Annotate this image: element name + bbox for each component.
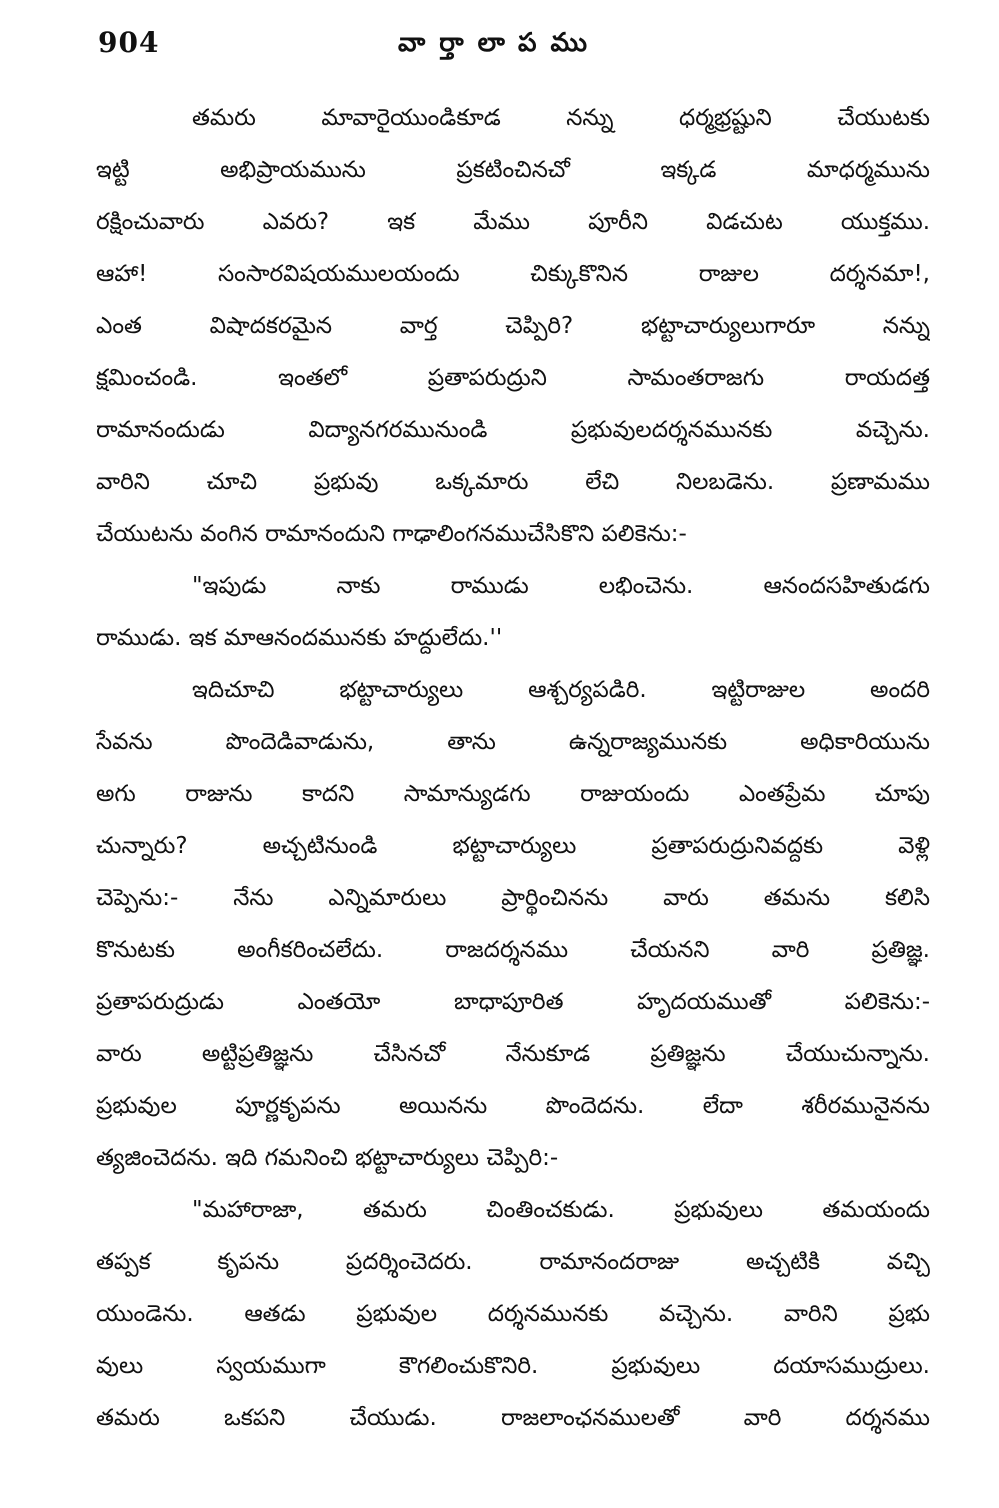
text-line: ఇట్టి అభిప్రాయమును ప్రకటించినచో ఇక్కడ మాధర్మమును	[96, 157, 930, 183]
text-line: చెప్పెను:- నేను ఎన్నిమారులు ప్రార్థించినను వారు తమను కలిసి	[96, 885, 930, 911]
text-line: వారు అట్టిప్రతిజ్ఞను చేసినచో నేనుకూడ ప్రతిజ్ఞను చేయుచున్నాను.	[96, 1041, 930, 1067]
text-line: వులు స్వయముగా కౌగలించుకొనిరి. ప్రభువులు దయాసముద్రులు.	[96, 1353, 930, 1379]
text-line: తమరు ఒకపని చేయుడు. రాజలాంఛనములతో వారి దర్శనము	[96, 1405, 930, 1431]
page-header	[98, 26, 935, 70]
text-line: ఎంత విషాదకరమైన వార్త చెప్పిరి? భట్టాచార్యులుగారూ నన్ను	[96, 313, 930, 339]
text-line: కొనుటకు అంగీకరించలేదు. రాజదర్శనము చేయనని వారి ప్రతిజ్ఞ.	[96, 937, 930, 963]
body-text	[96, 92, 930, 1444]
running-title: వార్తాలాపము	[398, 28, 602, 58]
text-line: చున్నారు? అచ్చటినుండి భట్టాచార్యులు ప్రతాపరుద్రునివద్దకు వెళ్లి	[96, 833, 930, 859]
page-number: 904	[98, 26, 160, 59]
text-line: అగు రాజును కాదని సామాన్యుడగు రాజుయందు ఎంతప్రేమ చూపు	[96, 781, 930, 807]
text-line: తప్పక కృపను ప్రదర్శించెదరు. రామానందరాజు అచ్చటికి వచ్చి	[96, 1249, 930, 1275]
text-line: యుండెను. ఆతడు ప్రభువుల దర్శనమునకు వచ్చెను. వారిని ప్రభు	[96, 1301, 930, 1327]
text-line: వారిని చూచి ప్రభువు ఒక్కమారు లేచి నిలబడెను. ప్రణామము	[96, 469, 930, 495]
text-line: ప్రతాపరుద్రుడు ఎంతయో బాధాపూరిత హృదయముతో పలికెను:-	[96, 989, 930, 1015]
text-line: చేయుటను వంగిన రామానందుని గాఢాలింగనముచేసికొని పలికెను:-	[96, 521, 687, 547]
text-line: తమరు మావారైయుండికూడ నన్ను ధర్మభ్రష్టుని చేయుటకు	[192, 105, 930, 131]
text-line: త్యజించెదను. ఇది గమనించి భట్టాచార్యులు చెప్పిరి:-	[96, 1145, 559, 1171]
text-line: ఆహా! సంసారవిషయములయందు చిక్కుకొనిన రాజుల దర్శనమా!,	[96, 261, 930, 287]
text-line: ప్రభువుల పూర్ణకృపను అయినను పొందెదను. లేదా శరీరమునైనను	[96, 1093, 930, 1119]
text-line: "ఇపుడు నాకు రాముడు లభించెను. ఆనందసహితుడగు	[192, 573, 930, 599]
text-line: "మహారాజా, తమరు చింతించకుడు. ప్రభువులు తమయందు	[192, 1197, 930, 1223]
text-line: ఇదిచూచి భట్టాచార్యులు ఆశ్చర్యపడిరి. ఇట్టిరాజుల అందరి	[192, 677, 930, 703]
text-line: సేవను పొందెడివాడును, తాను ఉన్నరాజ్యమునకు అధికారియును	[96, 729, 930, 755]
text-line: క్షమించండి. ఇంతలో ప్రతాపరుద్రుని సామంతరాజగు రాయదత్త	[96, 365, 930, 391]
text-line: రామానందుడు విద్యానగరమునుండి ప్రభువులదర్శనమునకు వచ్చెను.	[96, 417, 930, 443]
text-line: రక్షించువారు ఎవరు? ఇక మేము పూరీని విడచుట యుక్తము.	[96, 209, 930, 235]
text-line: రాముడు. ఇక మాఆనందమునకు హద్దులేదు.''	[96, 625, 503, 651]
